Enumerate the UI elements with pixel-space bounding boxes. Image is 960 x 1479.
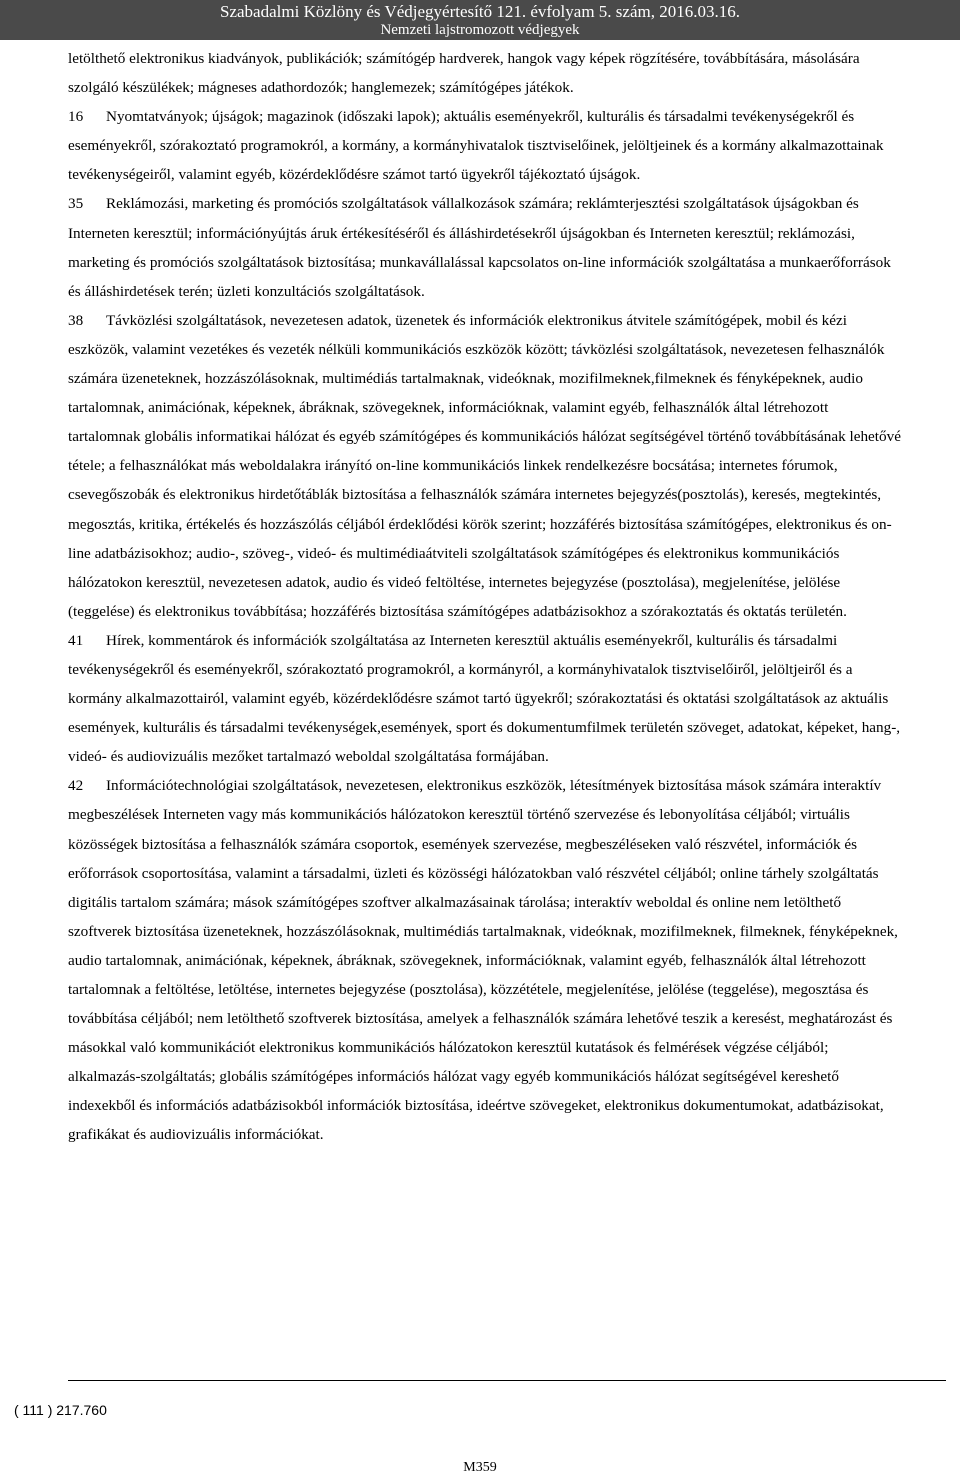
continuation-paragraph: letölthető elektronikus kiadványok, publikációk; számítógép hardverek, hangok vagy képek rögzítésére, továbbítására, másolására szolgáló készülékek; mágneses adathordozók; hanglemezek; számítógépes játékok. — [68, 50, 860, 97]
class-entry-16 — [68, 102, 904, 189]
page-number: M359 — [463, 1460, 497, 1475]
journal-header — [0, 0, 960, 40]
class-number: 35 — [68, 195, 84, 213]
class-description: Távközlési szolgáltatások, nevezetesen adatok, üzenetek és információk elektronikus átvitele számítógépek, mobil és kézi eszközök, valamint vezetékes és vezeték nélküli kommunikációs eszközök között; távközlési szolgáltatások, nevezetesen felhasználók számára üzeneteknek, hozzászólásoknak, multimédiás tartalmaknak, videóknak, mozifilmeknek,filmeknek és fényképeknek, audio tartalomnak, animációnak, képeknek, ábráknak, szövegeknek, információknak, valamint egyéb, felhasználók által létrehozott tartalomnak globális informatikai hálózat és egyéb számítógépes és kommunikációs hálózat segítségével történő továbbításának lehetővé tétele; a felhasználókat más weboldalakra irányító on-line kommunikációs linkek rendelkezésre bocsátása; internetes fórumok, csevegőszobák és elektronikus hirdetőtáblák biztosítása a felhasználók számára internetes bejegyzés(posztolás), keresés, megtekintés, megosztás, kritika, értékelés és hozzászólás céljából érdeklődési körök szerint; hozzáférés biztosítása számítógépes, elektronikus és on-line adatbázisokhoz; audio-, szöveg-, videó- és multimédiaátviteli szolgáltatások számítógépes és elektronikus kommunikációs hálózatokon keresztül, nevezetesen adatok, audio és videó feltöltése, internetes bejegyzése (posztolása), megjelenítése, jelölése (teggelése) és elektronikus továbbítása; hozzáférés biztosítása számítógépes adatbázisokhoz a szórakoztatás és oktatás területén. — [68, 311, 901, 620]
class-description: Információtechnológiai szolgáltatások, nevezetesen, elektronikus eszközök, létesítmények biztosítása mások számára interaktív megbeszélések Interneten vagy más kommunikációs hálózatokon keresztül történő szervezése és lebonyolítása céljából; virtuális közösségek biztosítása a felhasználók számára csoportok, események szervezése, megbeszéléseken való részvétel, információk és erőforrások csoportosítása, valamint a társadalmi, üzleti és közösségi hálózatokban való részvétel céljából; online tárhely szolgáltatás digitális tartalom számára; mások számítógépes szoftver alkalmazásainak tárolása; interaktív weboldal és online nem letölthető szoftverek biztosítása üzeneteknek, hozzászólásoknak, multimédiás tartalmaknak, videóknak, mozifilmeknek, filmeknek, fényképeknek, audio tartalomnak, animációnak, képeknek, ábráknak, szövegeknek, információknak, valamint egyéb, felhasználók által létrehozott tartalomnak a feltöltése, letöltése, internetes bejegyzése (posztolása), közzététele, megjelenítése, jelölése (teggelése), megosztása és továbbítása céljából; nem letölthető szoftverek biztosítása, amelyek a felhasználók számára lehetővé teszik a keresést, meghatározást és másokkal való kommunikációt elektronikus kommunikációs hálózatokon keresztül kutatások és felmérések végzése céljából; alkalmazás-szolgáltatás; globális számítógépes információs hálózat vagy egyéb kommunikációs hálózat segítségével kereshető indexekből és információs adatbázisokból információk biztosítása, ideértve szövegeket, elektronikus dokumentumokat, adatbázisokat, grafikákat és audiovizuális információkat. — [68, 777, 898, 1144]
section-title: Nemzeti lajstromozott védjegyek — [380, 22, 580, 38]
application-number: ( 111 ) 217.760 — [14, 1402, 107, 1418]
class-description: Nyomtatványok; újságok; magazinok (időszaki lapok); aktuális eseményekről, kulturális és társadalmi tevékenységekről és eseményekről, szórakoztató programokról, a kormány, a kormányhivatalok tisztviselőinek, jelöltjeinek és a kormány alkalmazottainak tevékenységeiről, valamint egyéb, közérdeklődésre számot tartó ügyekről tájékoztató újságok. — [68, 108, 884, 184]
class-number: 42 — [68, 777, 84, 795]
class-number: 38 — [68, 311, 84, 329]
journal-title: Szabadalmi Közlöny és Védjegyértesítő 121. évfolyam 5. szám, 2016.03.16. — [220, 2, 740, 21]
goods-services-list — [68, 44, 904, 1150]
class-entry-41 — [68, 626, 904, 771]
class-description: Reklámozási, marketing és promóciós szolgáltatások vállalkozások számára; reklámterjesztési szolgáltatások újságokban és Interneten keresztül; információnyújtás áruk értékesítéséről és álláshirdetésekről újságokban és Interneten keresztül; reklámozási, marketing és promóciós szolgáltatások biztosítása; munkavállalással kapcsolatos on-line információk szolgáltatása a munkaerőforrások és álláshirdetések terén; üzleti konzultációs szolgáltatások. — [68, 195, 891, 300]
class-entry-42 — [68, 771, 904, 1149]
class-description: Hírek, kommentárok és információk szolgáltatása az Interneten keresztül aktuális eseményekről, kulturális és társadalmi tevékenységekről és eseményekről, szórakoztató programokról, a kormányról, a kormányhivatalok tisztviselőiről, jelöltjeiről és a kormány alkalmazottairól, valamint egyéb, közérdeklődésre számot tartó ügyekről; szórakoztatási és oktatási szolgáltatások az aktuális események, kulturális és társadalmi tevékenységek,események, sport és dokumentumfilmek területén szöveget, adatokat, képeket, hang-, videó- és audiovizuális mezőket tartalmazó weboldal szolgáltatása formájában. — [68, 631, 901, 766]
class-number: 16 — [68, 108, 84, 126]
class-entry-38 — [68, 306, 904, 626]
class-entry-35 — [68, 189, 904, 305]
entry-divider — [68, 1380, 946, 1381]
class-number: 41 — [68, 631, 84, 649]
